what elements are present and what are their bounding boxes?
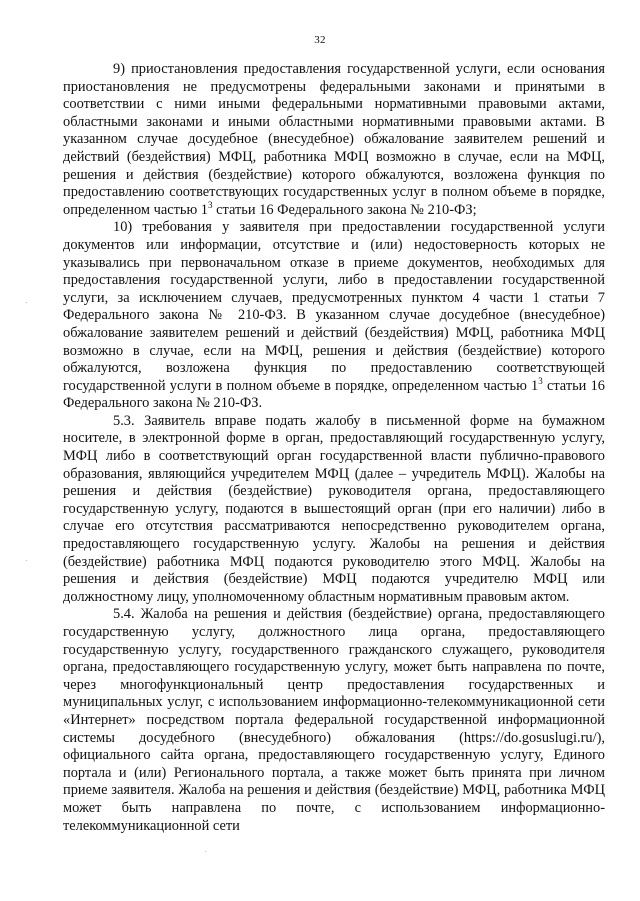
scan-speck [26,560,27,561]
paragraph-item-5-4 [63,606,605,835]
paragraph-tail: статьи 16 Федерального закона № 210-ФЗ. [63,377,605,412]
paragraph-text: 5.3. Заявитель вправе подать жалобу в письменной форме на бумажном носителе, в электронной форме в орган, предоставляющий государственную услугу, МФЦ либо в соответствующий орган государственной власти публично-правового образования, являющийся учредителем МФЦ (далее – учредитель МФЦ). Жалобы на решения и действия (бездействие) руководителя органа, предоставляющего государственную услугу, подаются в вышестоящий орган (при его наличии) либо в случае его отсутствия рассматриваются непосредственно руководителем органа, предоставляющего государственную услугу. Жалобы на решения и действия (бездействие) работника МФЦ подаются руководителю этого МФЦ. Жалобы на решения и действия (бездействие) МФЦ подаются учредителю МФЦ или должностному лицу, уполномоченному областным нормативным правовым актом. [63,412,605,605]
paragraph-text: 10) требования у заявителя при предоставлении государственной услуги документов или информации, отсутствие и (или) недостоверность которых не указывались при первоначальном отказе в приеме документов, необходимых для предоставления государственной услуги, либо в предоставлении государственной услуги, за исключением случаев, предусмотренных пунктом 4 части 1 статьи 7 Федерального закона № 210-ФЗ. В указанном случае досудебное (внесудебное) обжалование заявителем решений и действий (бездействия) МФЦ, работника МФЦ возможно в случае, если на МФЦ, решения и действия (бездействие) которого обжалуются, возложена функция по предоставлению соответствующей государственной услуги в полном объеме в порядке, определенном частью 1 [63,219,605,394]
scan-speck [205,851,206,852]
paragraph-item-9 [63,61,605,219]
paragraph-text: 5.4. Жалоба на решения и действия (бездействие) органа, предоставляющего государственную услугу, должностного лица органа, предоставляющего государственную услугу, государственного гражданского служащего, руководителя органа, предоставляющего государственную услугу, может быть направлена по почте, через многофункциональный центр предоставления государственных и муниципальных услуг, с использованием информационно-телекоммуникационной сети «Интернет» посредством портала федеральной государственной информационной системы досудебного (внесудебного) обжалования (https://do.gosuslugi.ru/), официального сайта органа, предоставляющего государственную услугу, Единого портала и (или) Регионального портала, а также может быть принята при личном приеме заявителя. Жалоба на решения и действия (бездействие) МФЦ, работника МФЦ может быть направлена по почте, с использованием информационно-телекоммуникационной сети [63,606,605,834]
paragraph-item-5-3 [63,413,605,607]
superscript: 3 [538,375,543,386]
paragraph-text: 9) приостановления предоставления государственной услуги, если основания приостановления не предусмотрены федеральными законами и принятыми в соответствии с ними иными федеральными нормативными правовыми актами, областными законами и иными областными нормативными правовыми актами. В указанном случае досудебное (внесудебное) обжалование заявителем решений и действий (бездействия) МФЦ, работника МФЦ возможно в случае, если на МФЦ, решения и действия (бездействие) которого обжалуются, возложена функция по предоставлению соответствующих государственных услуг в полном объеме в порядке, определенном частью 1 [63,61,605,218]
document-body [63,61,605,835]
paragraph-item-10 [63,219,605,413]
scan-speck [26,302,27,303]
superscript: 3 [208,199,213,210]
paragraph-tail: статьи 16 Федерального закона № 210-ФЗ; [212,201,477,218]
page-number: 32 [314,34,326,46]
